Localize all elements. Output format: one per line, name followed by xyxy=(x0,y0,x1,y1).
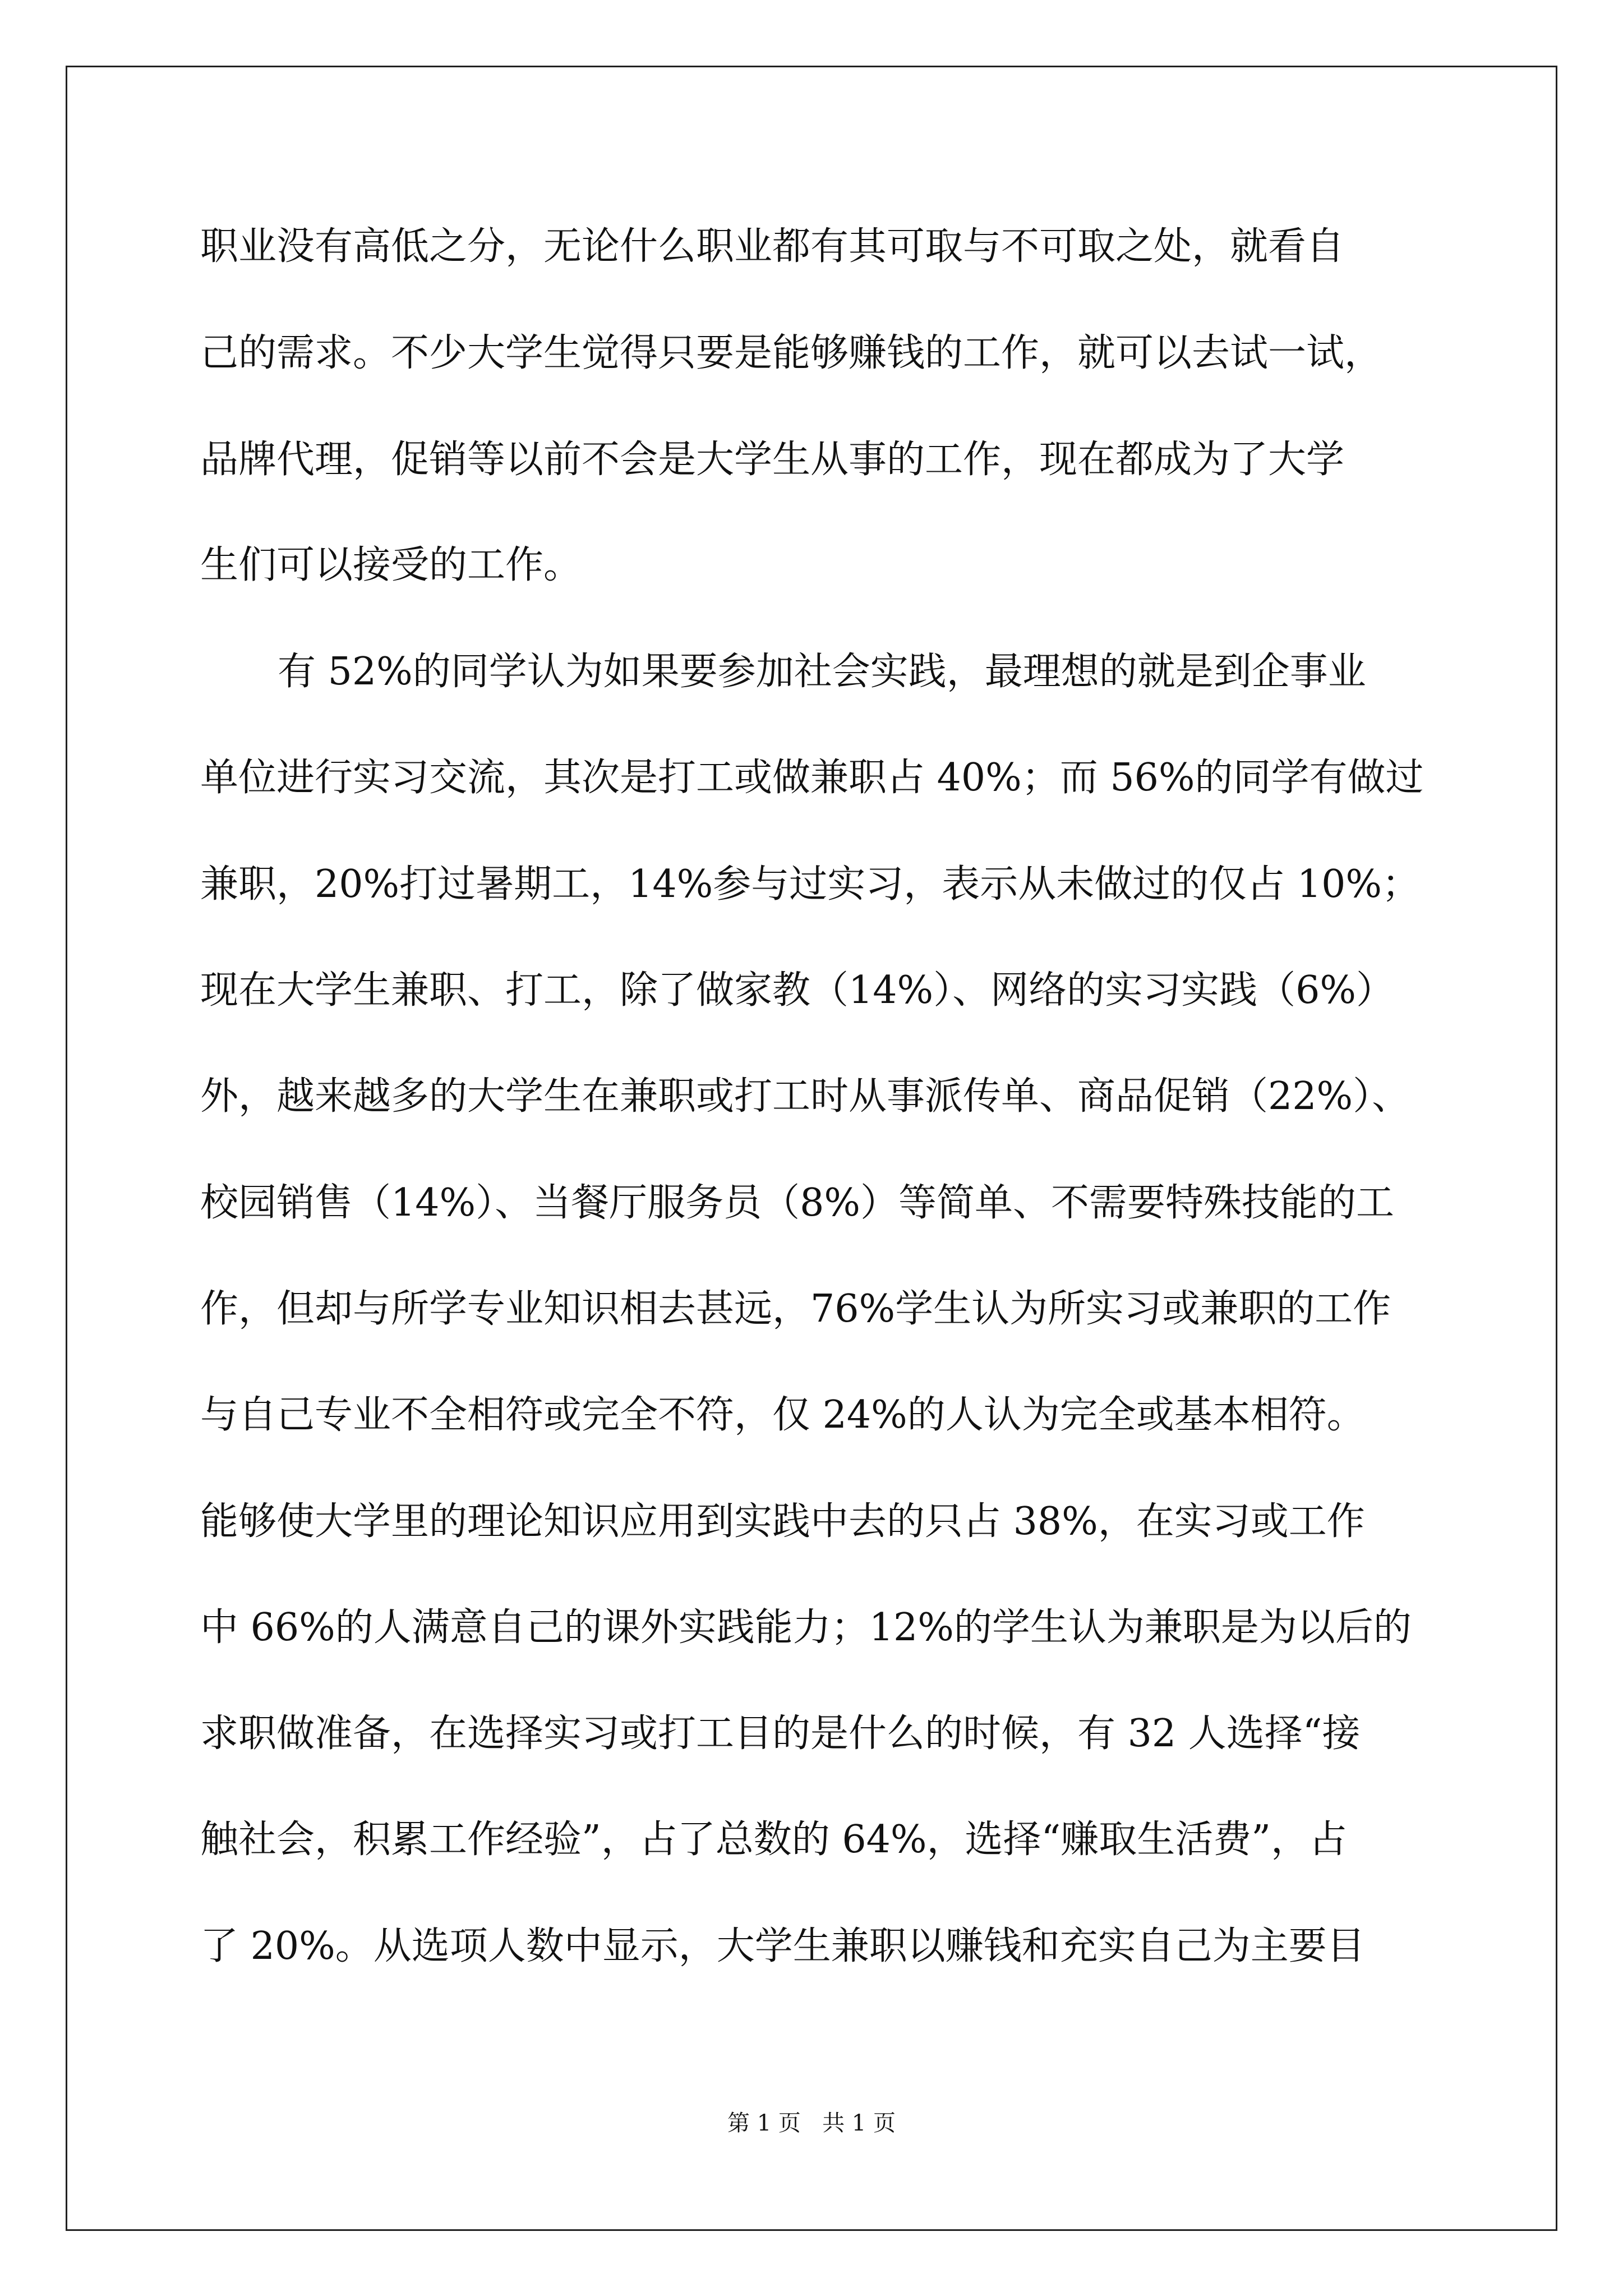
body-line-15: 求职做准备，在选择实习或打工目的是什么的时候，有 32 人选择“接 xyxy=(200,1711,1361,1756)
body-line-5-paragraph-start: 有 52%的同学认为如果要参加社会实践，最理想的就是到企事业 xyxy=(278,650,1366,694)
body-line-13: 能够使大学里的理论知识应用到实践中去的只占 38%，在实习或工作 xyxy=(200,1499,1365,1544)
body-line-12: 与自己专业不全相符或完全不符，仅 24%的人认为完全或基本相符。 xyxy=(200,1393,1365,1437)
body-line-16: 触社会，积累工作经验”，占了总数的 64%，选择“赚取生活费”，占 xyxy=(200,1818,1348,1862)
body-line-2: 己的需求。不少大学生觉得只要是能够赚钱的工作，就可以去试一试， xyxy=(200,331,1383,375)
body-line-11: 作，但却与所学专业知识相去甚远，76%学生认为所实习或兼职的工作 xyxy=(200,1287,1391,1331)
body-line-9: 外，越来越多的大学生在兼职或打工时从事派传单、商品促销（22%）、 xyxy=(200,1074,1410,1119)
body-line-4: 生们可以接受的工作。 xyxy=(200,543,582,587)
body-line-1: 职业没有高低之分，无论什么职业都有其可取与不可取之处，就看自 xyxy=(200,224,1345,269)
page-number-footer: 第 1 页 共 1 页 xyxy=(727,2110,896,2136)
body-line-17: 了 20%。从选项人数中显示，大学生兼职以赚钱和充实自己为主要目 xyxy=(200,1924,1365,1968)
body-line-10: 校园销售（14%）、当餐厅服务员（8%）等简单、不需要特殊技能的工 xyxy=(200,1181,1395,1225)
body-line-14: 中 66%的人满意自己的课外实践能力；12%的学生认为兼职是为以后的 xyxy=(200,1605,1412,1650)
body-line-3: 品牌代理，促销等以前不会是大学生从事的工作，现在都成为了大学 xyxy=(200,438,1345,482)
page-border xyxy=(66,66,1557,2231)
body-line-6: 单位进行实习交流，其次是打工或做兼职占 40%；而 56%的同学有做过 xyxy=(200,756,1424,800)
body-line-8: 现在大学生兼职、打工，除了做家教（14%）、网络的实习实践（6%） xyxy=(200,968,1395,1013)
body-line-7: 兼职，20%打过暑期工，14%参与过实习，表示从未做过的仅占 10%； xyxy=(200,862,1421,907)
